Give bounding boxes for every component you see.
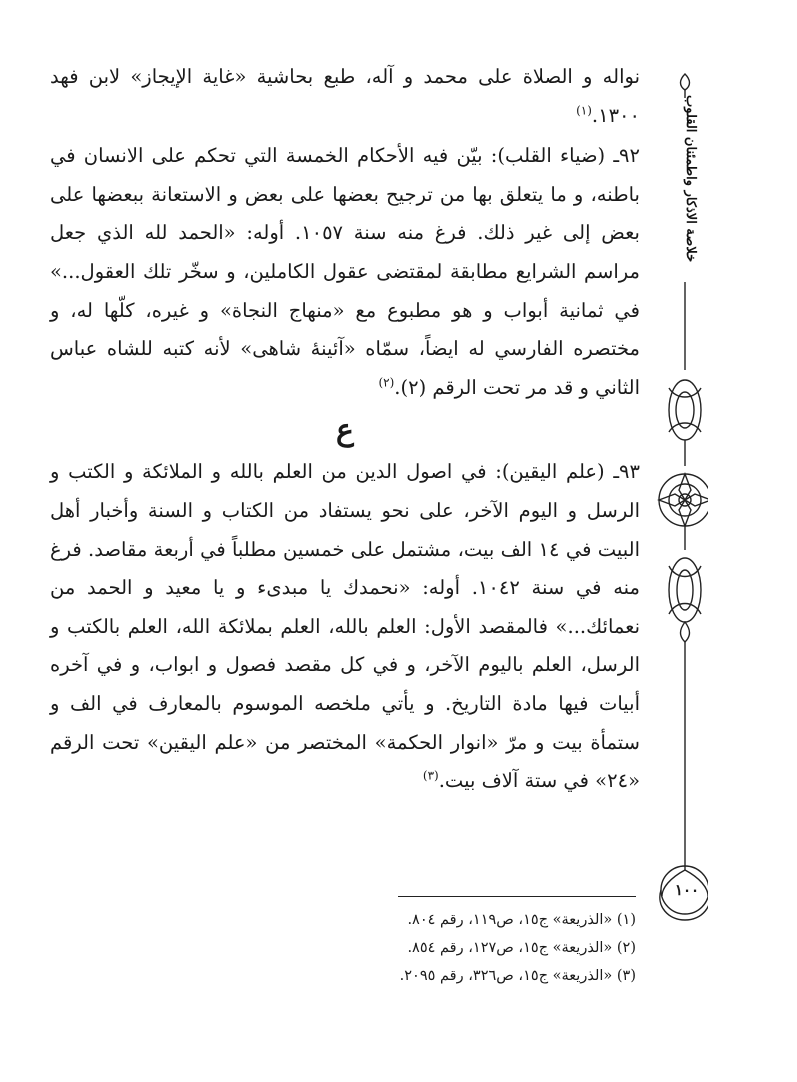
footnote-2: (٢) «الذريعة» ج١٥، ص١٢٧، رقم ٨٥٤. [407,940,636,956]
running-head: خلاصة الاذكار واطمئنان القلوب [683,95,698,263]
footnote-3: (٣) «الذريعة» ج١٥، ص٣٢٦، رقم ٢٠٩٥. [399,968,636,984]
footnote-ref-3: (٣) [422,768,439,783]
paragraph-text: نواله و الصلاة على محمد و آله، طبع بحاشية «غاية الإيجاز» لابن فهد ١٣٠٠. [50,65,640,127]
paragraph-text: ٩٢ـ (ضياء القلب): بيّن فيه الأحكام الخمسة التي تحكم على الانسان في باطنه، و ما يتعلق بها من ترجيح بعضها على بعض و الاستعانة ببعضها على بعض إلى غير ذلك. فرغ منه سنة ١٠٥٧. أوله: «الحمد لله الذي جعل مراسم الشرايع مطابقة لمقتضى عقول الكاملين، و سخّر تلك العقول...» في ثمانية أبواب و هو مطبوع مع «منهاج النجاة» و غيره، كلّها له، و مختصره الفارسي له ايضاً، سمّاه «آئينهٔ شاهى» لأنه كتبه للشاه عباس الثاني و قد مر تحت الرقم (٢). [50,144,640,399]
footnote-ref-1: (١) [576,103,592,118]
paragraph-1 [50,58,640,135]
page-number: ١٠٠ [674,881,700,899]
page-body [50,58,640,801]
paragraph-3 [50,453,640,800]
paragraph-2 [50,137,640,407]
paragraph-text: ٩٣ـ (علم اليقين): في اصول الدين من العلم بالله و الملائكة و الكتب و الرسل و اليوم الآخر، على نحو يستفاد من الكتاب و السنة وأخبار أهل البيت في ١٤ الف بيت، مشتمل على خمسين مطلباً في أربعة مقاصد. فرغ منه في سنة ١٠٤٢. أوله: «نحمدك يا مبدىء و يا معيد و الحمد من نعمائك...» فالمقصد الأول: العلم بالله، العلم بملائكة الله، العلم بالكتب و الرسل، العلم باليوم الآخر، و في كل مقصد فصول و ابواب، و في آخره أبيات فيها مادة التاريخ. و يأتي ملخصه الموسوم بالمعارف في الف و ستمأة بيت و مرّ «انوار الحكمة» المختصر من «علم اليقين» تحت الرقم «٢٤» في ستة آلاف بيت. [50,460,640,793]
footnotes [300,906,636,990]
footnote-ref-2: (٢) [378,375,395,390]
section-letter: ع [336,413,354,449]
footnote-1: (١) «الذريعة» ج١٥، ص١١٩، رقم ٨٠٤. [407,912,636,928]
footnote-divider [398,896,636,897]
